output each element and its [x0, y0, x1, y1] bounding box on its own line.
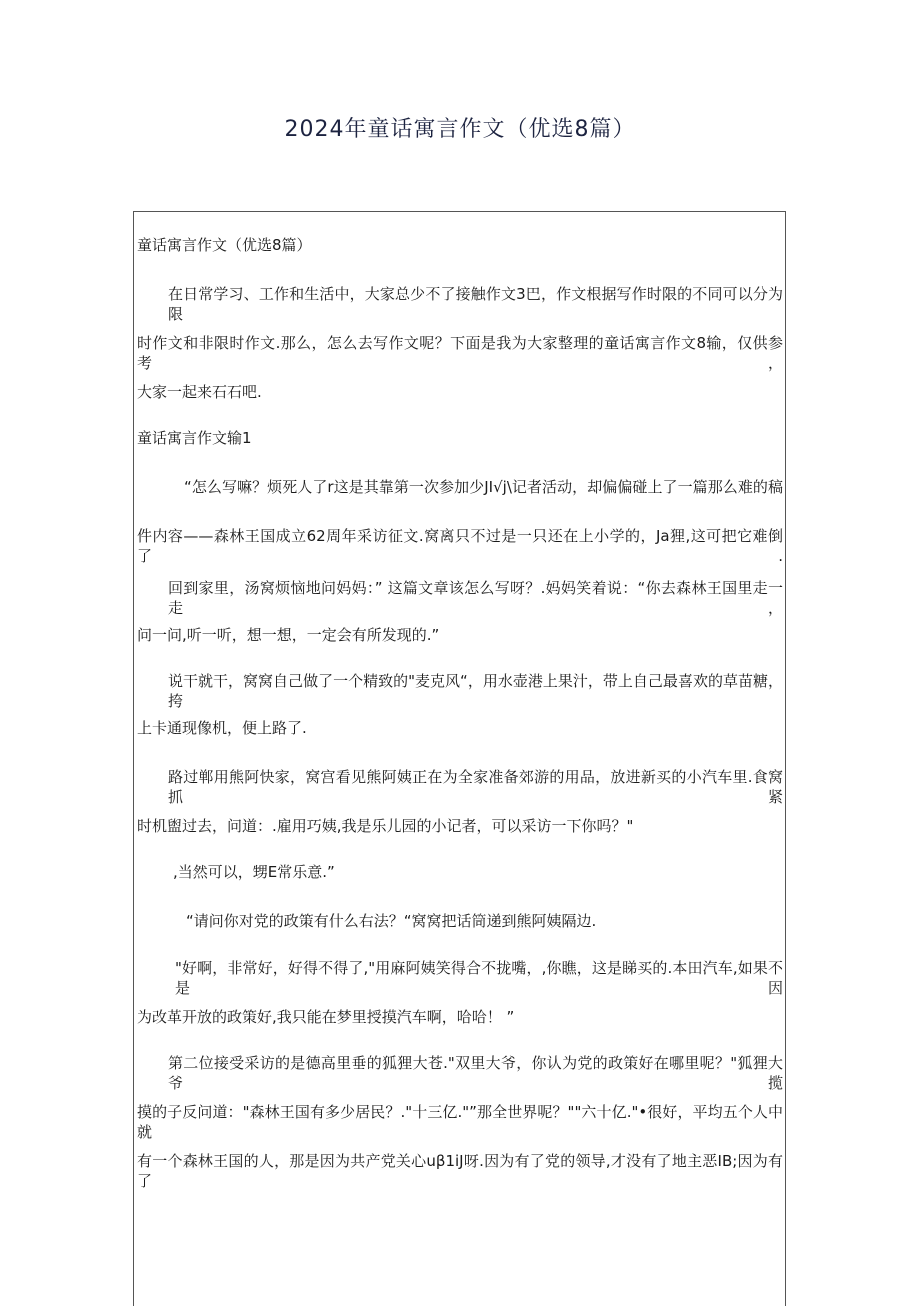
paragraph-line: "好啊，非常好，好得不得了,"用麻阿姨笑得合不拢嘴，,你瞧，这是睇买的.本田汽车,如果不是因 [175, 959, 783, 997]
paragraph-line: 在日常学习、工作和生活中，大家总少不了接触作文3巴，作文根据写作时限的不同可以分为限 [168, 285, 783, 323]
section-heading: 童话寓言作文（优选8篇） [137, 236, 312, 254]
paragraph-line: 路过郸用熊阿快家，窝宫看见熊阿姨正在为全家准备郊游的用品，放进新买的小汽车里.食窝抓紧 [168, 768, 783, 806]
document-title: 2024年童话寓言作文（优选8篇） [284, 117, 636, 142]
paragraph-line: 时作文和非限时作文.那么，怎么去写作文呢？下面是我为大家整理的童话寓言作文8输，仅供参考， [137, 334, 783, 372]
paragraph-line: ,当然可以，甥E常乐意.” [173, 863, 335, 881]
paragraph-line: 时机盥过去，问道：.雇用巧姨,我是乐儿园的小记者，可以采访一下你吗？" [137, 817, 634, 835]
paragraph-line: 回到家里，汤窝烦恼地问妈妈：” 这篇文章该怎么写呀？.妈妈笑着说：“你去森林王国里走一走， [168, 579, 783, 617]
paragraph-line: “怎么写嘛？烦死人了r这是其靠第一次参加少JI√j\记者活动，却偏偏碰上了一篇那么难的稿 [184, 478, 783, 496]
paragraph-line: 问一问,听一听，想一想，一定会有所发现的.” [137, 626, 440, 644]
content-frame [133, 211, 786, 1306]
paragraph-line: 上卡通现像机，便上路了. [137, 719, 307, 737]
paragraph-line: “请问你对党的政策有什么右法？“窝窝把话筒递到熊阿姨隔边. [186, 912, 597, 930]
paragraph-line: 为改革开放的政策好,我只能在梦里授摸汽车啊，哈哈！ ” [137, 1008, 515, 1026]
paragraph-line: 摸的子反问道："森林王国有多少居民？."十三亿."”那全世界呢？""六十亿."•很好，平均五个人中就 [137, 1103, 783, 1141]
paragraph-line: 件内容——森林王国成立62周年采访征文.窝离只不过是一只还在上小学的，Ja狸,这可把它难倒了. [137, 527, 783, 565]
paragraph-line: 第二位接受采访的是德高里垂的狐狸大苍."双里大爷，你认为党的政策好在哪里呢？"狐狸大爷揽 [168, 1054, 783, 1092]
paragraph-line: 大家一起来石石吧. [137, 383, 262, 401]
section-heading: 童话寓言作文输1 [137, 429, 252, 447]
paragraph-line: 说干就干，窝窝自己做了一个精致的"麦克风“，用水壶港上果汁，带上自己最喜欢的草苗糖，挎 [168, 672, 783, 710]
paragraph-line: 有一个森林王国的人，那是因为共产党关心uβ1iJ呀.因为有了党的领导,才没有了地主恶IB;因为有了 [137, 1152, 783, 1190]
